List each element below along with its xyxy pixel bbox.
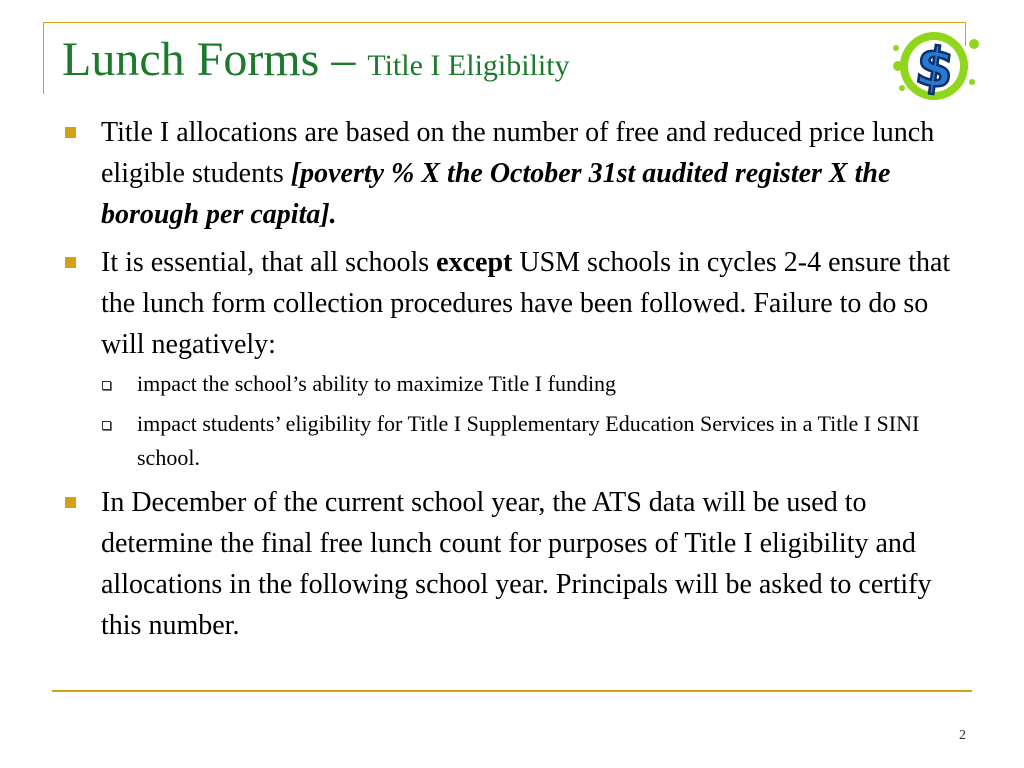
sub-bullet-list: [101, 367, 970, 475]
square-bullet-icon: [65, 497, 76, 508]
bullet-item-allocations: [60, 112, 970, 235]
hollow-square-bullet-icon: [102, 421, 111, 430]
slide-title-sub: Title I Eligibility: [367, 49, 570, 82]
square-bullet-icon: [65, 257, 76, 268]
bullet-text-continued: USM schools in cycles 2-4 ensure that the lunch form collection procedures have been followed. Failure to do so will negatively:: [101, 247, 951, 360]
slide-title-main: Lunch Forms –: [62, 33, 368, 86]
svg-text:$: $: [911, 33, 958, 102]
bullet-list: [60, 112, 970, 646]
bullet-item-essential: [60, 242, 970, 475]
sub-bullet-text: impact the school’s ability to maximize Title I funding: [137, 371, 617, 396]
hollow-square-bullet-icon: [102, 381, 111, 390]
bullet-emphasis-formula: [poverty % X the October 31st audited register X the borough per capita].: [101, 158, 891, 230]
bullet-text: It is essential, that all schools: [101, 247, 437, 278]
bullet-text: In December of the current school year, the ATS data will be used to determine the final free lunch count for purposes of Title I eligibility and allocations in the following school year. Principals will be asked to certify this number.: [101, 487, 932, 641]
sub-bullet-item: [101, 407, 970, 475]
title-frame-left-rule: [43, 22, 44, 94]
sub-bullet-text: impact students’ eligibility for Title I Supplementary Education Services in a Title I SINI school.: [137, 411, 920, 470]
slide-body: [60, 112, 970, 653]
bullet-item-december: [60, 482, 970, 646]
dollar-sign-badge-icon: [884, 26, 980, 106]
bullet-bold-except: except: [436, 247, 513, 278]
bullet-text: Title I allocations are based on the number of free and reduced price lunch eligible students: [101, 117, 935, 189]
page-number: 2: [959, 728, 966, 743]
title-frame-top-rule: [43, 22, 966, 23]
square-bullet-icon: [65, 127, 76, 138]
sub-bullet-item: [101, 367, 970, 401]
slide-title: [62, 33, 570, 86]
footer-rule: [52, 690, 972, 692]
